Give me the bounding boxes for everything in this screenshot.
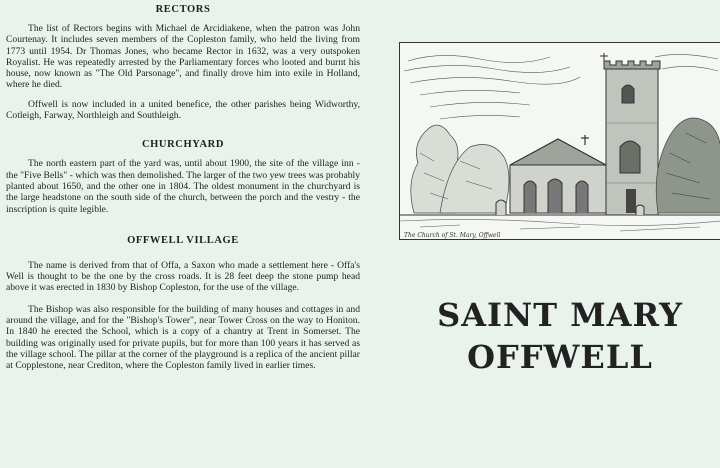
rectors-heading: RECTORS [155,4,211,15]
church-drawing [400,43,720,240]
title-saint-mary: SAINT MARY [437,296,683,334]
rectors-paragraph-1: The list of Rectors begins with Michael de Arcidiakene, when the patron was John Courtenay. It includes seven members of the Copleston family, who held the living from 1773 until 1954. Dr Thomas Jones, who became Rector in 1632, was a very outspoken Royalist. He was repeatedly arrested by the Parliamentary forces who looted and burnt his house, now known as "The Old Parsonage", and finally drove him into exile in Holland, where he died. [6,23,360,91]
title-offwell: OFFWELL [467,338,653,376]
church-illustration [399,42,720,240]
churchyard-heading: CHURCHYARD [141,139,225,151]
left-column [6,4,360,372]
churchyard-paragraph: The north eastern part of the yard was, until about 1900, the site of the village inn - the "Five Bells" - which was then demolished. The larger of the two yew trees was probably planted about 1650, and the other one in 1804. The oldest monument in the churchyard is the large headstone on the south side of the church, between the porch and the vestry - the inscription is quite legible. [6,158,360,215]
village-paragraph-1: The name is derived from that of Offa, a Saxon who made a settlement here - Offa's Well is thought to be the one by the cross roads. It is 28 feet deep the stone pump head above it was erected in 1830 by Bishop Copleston, for the use of the village. [6,259,360,294]
offwell-village-heading: OFFWELL VILLAGE [127,234,239,246]
illustration-caption: The Church of St. Mary, Offwell [404,232,501,239]
rectors-paragraph-2: Offwell is now included in a united benefice, the other parishes being Widworthy, Cotleigh, Farway, Northleigh and Southleigh. [6,98,360,122]
village-paragraph-2: The Bishop was also responsible for the building of many houses and cottages in and around the village, and for the "Bishop's Tower", near Tower Cross on the way to Honiton. In 1840 he erected the School, which is a copy of a chantry at Trent in Somerset. The building was originally used for private pupils, but for more than 100 years it has served as the village school. The pillar at the corner of the playground is a replica of the ancient pillar at Copplestone, near Crediton, where the Copleston family lived in earlier times. [6,303,360,372]
